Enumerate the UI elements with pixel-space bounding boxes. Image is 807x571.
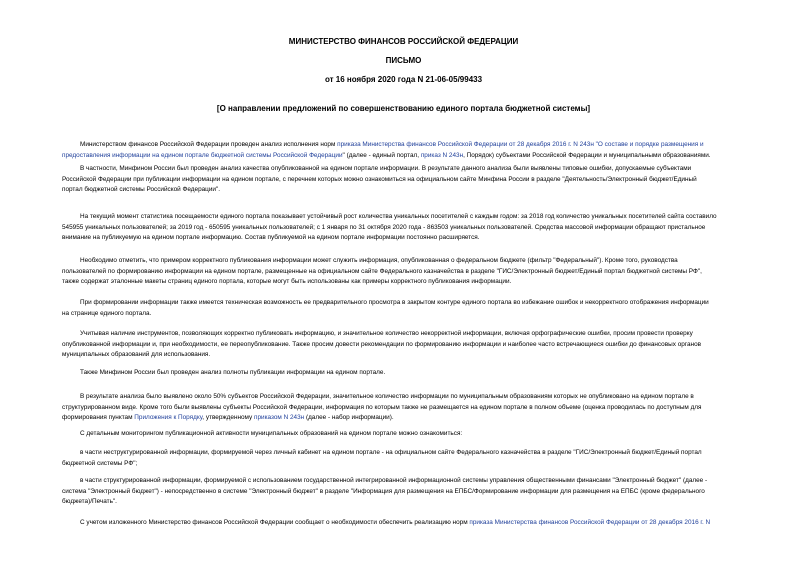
ministry-title: МИНИСТЕРСТВО ФИНАНСОВ РОССИЙСКОЙ ФЕДЕРАЦИИ [288, 37, 519, 46]
paragraph-line [62, 298, 774, 309]
document-link[interactable]: приказа Министерства финансов Российской Федерации от 28 декабря 2016 г. N [469, 519, 711, 526]
paragraph-line [62, 309, 774, 320]
paragraph-line [62, 413, 774, 424]
document-link[interactable]: приказ N 243н [420, 151, 464, 159]
document-link[interactable]: приказа Министерства финансов Российской Федерации от 28 декабря 2016 г. N 243н "О составе и порядке размещения и [337, 141, 704, 148]
text-run: С учетом изложенного Министерство финансов Российской Федерации сообщает о необходимости обеспечить реализацию норм [80, 519, 470, 526]
paragraph [62, 212, 774, 244]
paragraph-line [62, 151, 774, 162]
paragraph [62, 448, 774, 469]
text-run: пользователей по формированию информации на едином портале, размещенные на официальном сайте Федерального казначейства в разделе "ГИС/Электронный бюджет/Единый портал бюджетной системы РФ", [62, 267, 702, 275]
text-run: формирования пунктам [62, 414, 135, 422]
paragraph-line [62, 487, 774, 498]
document-link[interactable]: Приложения к Порядку [134, 414, 203, 422]
paragraph-line [62, 164, 774, 175]
paragraph [62, 164, 774, 196]
paragraph [62, 429, 774, 440]
text-run: На текущий момент статистика посещаемости единого портала показывает устойчивый рост количества уникальных посетителей с каждым годом: за 2018 год количество уникальных посетителей сайта составило [80, 213, 717, 220]
text-run: , Порядок) субъектами Российской Федерации и муниципальными образованиями. [463, 151, 711, 159]
paragraph-line [62, 392, 774, 403]
text-run: Российской Федерации при публикации информации на едином портале, с перечнем которых можно ознакомиться на официальном сайте Минфина России в разделе "Деятельность/Электронный бюджет/Единый [62, 175, 697, 183]
paragraph-line [62, 175, 774, 186]
paragraph-line [62, 403, 774, 414]
text-run: система "Электронный бюджет") - непосредственно в системе "Электронный бюджет" в разделе "Информация для размещения на ЕПБС/Формирование информации для размещения на ЕПБС (кроме федерального [62, 487, 705, 495]
text-run: структурированном виде. Кроме того были выявлены субъекты Российской Федерации, информация по которым также не размещается на едином портале в полном объеме (оценка проводилась по доступным для [62, 403, 702, 411]
paragraph-line [62, 459, 774, 470]
paragraph-line [62, 429, 774, 440]
paragraph-line [62, 340, 774, 351]
doc-type: ПИСЬМО [385, 56, 422, 65]
text-run: портал бюджетной системы Российской Федерации". [62, 186, 221, 194]
paragraph [62, 518, 774, 529]
text-run: на странице единого портала. [62, 309, 152, 317]
text-run: В результате анализа было выявлено около 50% субъектов Российской Федерации, значительное количество информации по муниципальным образованиям которых не опубликовано на едином портале в [80, 393, 694, 400]
text-run: При формировании информации также имеется техническая возможность ее предварительного просмотра в закрытом контуре единого портала во избежание ошибок и некорректного отображения информации [80, 299, 709, 306]
text-run: в части неструктурированной информации, формируемой через личный кабинет на едином портале - на официальном сайте Федерального казначейства в разделе "ГИС/Электронный бюджет/Единый портал [80, 449, 702, 456]
paragraph-line [62, 329, 774, 340]
paragraph-line [62, 233, 774, 244]
paragraph-line [62, 448, 774, 459]
document-link[interactable]: предоставления информации на едином портале бюджетной системы Российской Федерации [62, 151, 343, 159]
text-run: В частности, Минфином России был проведен анализ качества опубликованной на едином портале информации. В результате данного анализа были выявлены типовые ошибки, допускаемые субъектами [80, 165, 692, 172]
document-link[interactable]: приказом N 243н [254, 414, 305, 422]
paragraph-line [62, 277, 774, 288]
text-run: Необходимо отметить, что примером корректного публикования информации может служить информация, опубликованная о федеральном бюджете (фильтр "Федеральный"). Кроме того, руководства [80, 257, 678, 264]
text-run: Министерством финансов Российской Федерации проведен анализ исполнения норм [80, 141, 338, 148]
paragraph-line [62, 518, 774, 529]
paragraph [62, 329, 774, 361]
paragraph [62, 298, 774, 319]
paragraph-line [62, 267, 774, 278]
text-run: муниципальных образований для использования. [62, 351, 211, 359]
paragraph [62, 368, 774, 379]
text-run: бюджета)/Печать". [62, 498, 117, 506]
paragraph-line [62, 497, 774, 508]
text-run: также содержат эталонные макеты страниц единого портала, которые могут быть использованы как примеры корректного публикования информации. [62, 278, 512, 286]
text-run: в части структурированной информации, формируемой с использованием государственной интегрированной информационной системы управления общественными финансами "Электронный бюджет" (далее - [80, 477, 708, 484]
doc-subject: [О направлении предложений по совершенствованию единого портала бюджетной системы] [216, 104, 591, 113]
paragraph-line [62, 140, 774, 151]
text-run: 545955 уникальных пользователей; за 2019 год - 650595 уникальных пользователей; с 1 января по 31 октября 2020 года - 863503 уникальных пользователей. Средства массовой информации обращают пристальное [62, 223, 706, 231]
text-run: Учитывая наличие инструментов, позволяющих корректно публиковать информацию, и значительное количество некорректной информации, включая орфографические ошибки, просим провести проверку [80, 330, 693, 337]
text-run: внимание на публикуемую на едином портале информацию. Состав публикуемой на едином портале информации постоянно расширяется. [62, 234, 480, 242]
text-run: Также Минфином России был проведен анализ полноты публикации информации на едином портале. [80, 369, 386, 376]
paragraph-line [62, 368, 774, 379]
paragraph-line [62, 185, 774, 196]
text-run: опубликованной информации и, при необходимости, ее переопубликование. Также просим довести рекомендации по формированию информации и наиболее часто встречающиеся ошибки до финансовых органов [62, 340, 702, 348]
paragraph-line [62, 212, 774, 223]
text-run: , утвержденному [202, 414, 254, 422]
text-run: С детальным мониторингом публикационной активности муниципальных образований на едином портале можно ознакомиться: [80, 430, 463, 437]
paragraph [62, 392, 774, 424]
paragraph-line [62, 350, 774, 361]
paragraph-line [62, 223, 774, 234]
doc-date-number: от 16 ноября 2020 года N 21-06-05/99433 [324, 75, 483, 84]
text-run: (далее - набор информации). [304, 414, 394, 422]
paragraph-line [62, 476, 774, 487]
paragraph-line [62, 256, 774, 267]
paragraph [62, 140, 774, 161]
text-run: " (далее - единый портал, [342, 151, 421, 159]
paragraph [62, 476, 774, 508]
paragraph [62, 256, 774, 288]
text-run: бюджетной системы РФ"; [62, 459, 138, 467]
